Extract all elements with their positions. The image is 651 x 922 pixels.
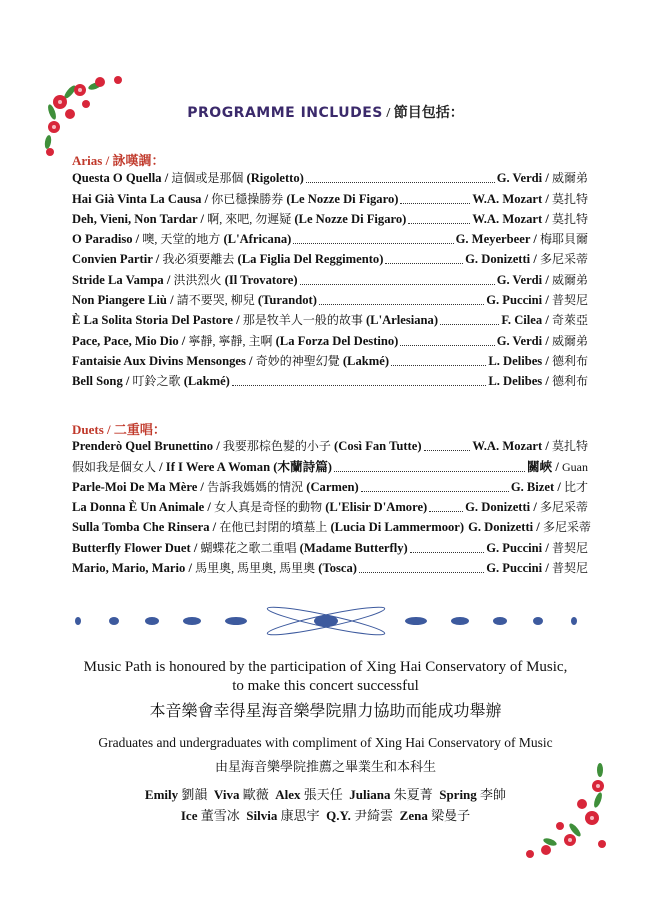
piece-name-zh: 啊, 來吧, 勿遲疑	[207, 211, 292, 226]
acknowledgement	[0, 658, 651, 696]
composer-name-zh: 梅耶貝爾	[539, 232, 588, 247]
divider-dot	[225, 617, 247, 625]
piece-name-zh: 洪洪烈火	[173, 272, 222, 287]
divider-dot	[451, 617, 469, 625]
composer-name-zh: 多尼采蒂	[542, 520, 591, 535]
divider-dot	[405, 617, 427, 625]
opera-name: (Carmen)	[303, 479, 359, 494]
piece-name: Parle-Moi De Ma Mère /	[72, 479, 208, 494]
piece-name: Bell Song /	[72, 374, 133, 389]
performers-row-2	[0, 805, 651, 824]
composer	[488, 374, 588, 389]
performer-name-zh: 李帥	[480, 787, 507, 802]
ornamental-divider	[70, 596, 582, 646]
performer-name-zh: 董雪冰	[200, 808, 240, 823]
duets-item	[72, 515, 591, 535]
performer-name: Viva	[213, 787, 240, 802]
performer-name-zh: 劉韻	[181, 787, 208, 802]
composer	[511, 480, 588, 495]
composer-name: 關峽 /	[527, 459, 562, 474]
piece-title	[72, 313, 438, 328]
piece-name: Sulla Tomba Che Rinsera /	[72, 520, 220, 535]
acknowledgement-zh: 本音樂會幸得星海音樂學院鼎力協助而能成功舉辦	[149, 703, 502, 720]
piece-name: Questa O Quella /	[72, 171, 172, 186]
piece-name-zh: 奇妙的神聖幻覺	[255, 353, 340, 368]
composer-name: F. Cilea /	[501, 313, 552, 328]
composer-name: G. Verdi /	[496, 171, 552, 186]
performer	[349, 787, 432, 802]
dot-leader	[400, 344, 494, 346]
composer-name-zh: Guan	[562, 459, 588, 474]
piece-name-zh: 蝴蝶花之歌二重唱	[200, 540, 297, 555]
performer	[181, 808, 240, 823]
performer-name: Zena	[399, 808, 428, 823]
composer	[456, 232, 588, 247]
piece-title	[72, 212, 406, 227]
performer-name: Alex	[275, 787, 301, 802]
piece-name-zh: 我必須要離去	[162, 252, 235, 267]
performer	[275, 787, 343, 802]
piece-title	[72, 500, 427, 515]
dot-leader	[400, 202, 470, 204]
arias-item	[72, 328, 588, 348]
composer-name: L. Delibes /	[488, 353, 552, 368]
piece-name-zh: 假如我是個女人	[72, 459, 157, 474]
dot-leader	[440, 323, 499, 325]
duets-item	[72, 475, 588, 495]
composer-name: G. Bizet /	[510, 479, 564, 494]
piece-name-zh: 你已穩操勝券	[211, 191, 284, 206]
duets-item	[72, 535, 588, 555]
composer-name-zh: 多尼采蒂	[539, 500, 588, 515]
composer-name: L. Delibes /	[488, 374, 552, 389]
performer-name: Juliana	[349, 787, 391, 802]
opera-name: (Tosca)	[315, 561, 357, 576]
piece-name-zh: 告訴我媽媽的情況	[207, 479, 304, 494]
composer	[497, 334, 588, 349]
opera-name: (Turandot)	[254, 293, 317, 308]
performer-name-zh: 康思宇	[280, 808, 320, 823]
composer	[472, 192, 588, 207]
composer-name: W.A. Mozart /	[472, 211, 552, 226]
opera-name: (L'Arlesiana)	[362, 313, 439, 328]
acknowledgement-line1: Music Path is honoured by the participation of Xing Hai Conservatory of Music,	[83, 659, 568, 675]
composer-name: W.A. Mozart /	[472, 191, 552, 206]
programme-title-zh: / 節目包括：	[382, 106, 464, 121]
piece-name-zh: 我要那棕色髮的小子	[222, 439, 331, 454]
piece-name-zh: 那是牧羊人一般的故事	[242, 313, 363, 328]
performer-name-zh: 歐薇	[242, 787, 269, 802]
composer	[497, 273, 588, 288]
arias-item	[72, 369, 588, 389]
arias-item	[72, 308, 588, 328]
piece-name: Mario, Mario, Mario /	[72, 561, 196, 576]
piece-title	[72, 561, 357, 576]
arias-section-label: Arias / 詠嘆調：	[72, 153, 165, 168]
arias-item	[72, 186, 588, 206]
arias-item	[72, 207, 588, 227]
composer-name: G. Puccini /	[486, 561, 552, 576]
piece-title	[72, 520, 464, 535]
composer-name-zh: 奇萊亞	[551, 313, 588, 328]
piece-name: Convien Partir /	[72, 252, 163, 267]
composer-name: G. Puccini /	[486, 540, 552, 555]
piece-name-zh: 在他已封閉的墳墓上	[219, 520, 328, 535]
dot-leader	[410, 551, 484, 553]
piece-name-zh: 叮鈴之歌	[132, 374, 181, 389]
opera-name: (Così Fan Tutte)	[330, 439, 422, 454]
piece-title	[72, 541, 408, 556]
composer	[488, 354, 588, 369]
composer-name-zh: 莫扎特	[551, 191, 588, 206]
piece-title	[72, 273, 298, 288]
composer-name-zh: 莫扎特	[551, 211, 588, 226]
piece-name: Fantaisie Aux Divins Mensonges /	[72, 353, 256, 368]
dot-leader	[334, 470, 525, 472]
opera-name: (Il Trovatore)	[221, 272, 298, 287]
performer-name-zh: 朱夏菁	[393, 787, 433, 802]
composer-name-zh: 普契尼	[551, 293, 588, 308]
performer-name: Silvia	[246, 808, 278, 823]
divider-dot	[571, 617, 577, 625]
composer-name-zh: 普契尼	[551, 561, 588, 576]
opera-name: (Lucia Di Lammermoor)	[327, 520, 465, 535]
composer-name: G. Meyerbeer /	[455, 232, 540, 247]
dot-leader	[319, 303, 484, 305]
performer-name: Emily	[144, 787, 179, 802]
opera-name: (Le Nozze Di Figaro)	[283, 191, 399, 206]
composer	[465, 252, 588, 267]
composer	[472, 439, 588, 454]
dot-leader	[391, 364, 486, 366]
composer-name: G. Verdi /	[496, 272, 552, 287]
duets-item	[72, 434, 588, 454]
piece-name-zh: 請不要哭, 柳兒	[176, 293, 255, 308]
piece-name: La Donna È Un Animale /	[72, 500, 215, 515]
composer-name-zh: 威爾弟	[551, 333, 588, 348]
acknowledgement-line2: to make this concert successful	[232, 678, 419, 694]
programme-heading	[0, 102, 651, 122]
piece-title	[72, 480, 359, 495]
composer-name: G. Verdi /	[496, 333, 552, 348]
piece-name: Prenderò Quel Brunettino /	[72, 439, 223, 454]
divider-dot	[533, 617, 543, 625]
composer	[497, 171, 588, 186]
performers-row-1	[0, 784, 651, 803]
composer-name: W.A. Mozart /	[472, 439, 552, 454]
dot-leader	[424, 449, 471, 451]
duets-item	[72, 495, 588, 515]
opera-name: (Le Nozze Di Figaro)	[291, 211, 407, 226]
performer	[145, 787, 208, 802]
composer-name: G. Donizetti /	[465, 252, 540, 267]
piece-name: Deh, Vieni, Non Tardar /	[72, 211, 208, 226]
performer	[326, 808, 393, 823]
dot-leader	[232, 384, 486, 386]
composer-name: G. Donizetti /	[468, 520, 543, 535]
composer-name-zh: 普契尼	[551, 540, 588, 555]
composer-name-zh: 莫扎特	[551, 439, 588, 454]
divider-dot	[109, 617, 119, 625]
opera-name: (Lakmé)	[339, 353, 390, 368]
piece-name-zh: 寧靜, 寧靜, 主啊	[188, 333, 273, 348]
opera-name: (Lakmé)	[180, 374, 230, 389]
arias-item	[72, 267, 588, 287]
piece-title	[72, 293, 317, 308]
arias-item	[72, 349, 588, 369]
piece-name: Non Piangere Liù /	[72, 293, 177, 308]
composer-name-zh: 比才	[563, 479, 588, 494]
opera-name: (Madame Butterfly)	[296, 540, 408, 555]
composer-name-zh: 多尼采蒂	[539, 252, 588, 267]
opera-name: (L'Elisir D'Amore)	[322, 500, 428, 515]
opera-name: (La Forza Del Destino)	[272, 333, 399, 348]
composer-name-zh: 威爾弟	[551, 171, 588, 186]
arias-item	[72, 227, 588, 247]
composer	[501, 313, 588, 328]
piece-name-zh: 女人真是奇怪的動物	[214, 500, 323, 515]
duets-list	[72, 434, 591, 576]
dot-leader	[300, 283, 495, 285]
graduates-line: Graduates and undergraduates with compliment of Xing Hai Conservatory of Music	[98, 735, 553, 750]
piece-name: Pace, Pace, Mio Dio /	[72, 333, 189, 348]
dot-leader	[359, 571, 484, 573]
piece-title	[72, 460, 332, 475]
piece-name-zh: 馬里奧, 馬里奧, 馬里奧	[195, 561, 316, 576]
opera-name: (La Figlia Del Reggimento)	[234, 252, 384, 267]
duets-item	[72, 556, 588, 576]
composer	[486, 541, 588, 556]
composer-name-zh: 德利布	[551, 374, 588, 389]
composer	[486, 293, 588, 308]
performer-name: Q.Y.	[326, 808, 351, 823]
piece-title	[72, 354, 389, 369]
performer-name-zh: 張天任	[303, 787, 343, 802]
composer	[468, 520, 591, 535]
dot-leader	[385, 262, 463, 264]
performer-name-zh: 梁曼子	[431, 808, 471, 823]
arias-item	[72, 166, 588, 186]
arias-list	[72, 166, 588, 389]
composer	[527, 460, 588, 475]
composer	[465, 500, 588, 515]
programme-title: PROGRAMME INCLUDES	[187, 105, 383, 121]
duets-item	[72, 454, 588, 474]
performer-name: Spring	[439, 787, 477, 802]
dot-leader	[408, 222, 470, 224]
divider-dot	[145, 617, 159, 625]
opera-name: (L'Africana)	[220, 232, 292, 247]
composer-name-zh: 威爾弟	[551, 272, 588, 287]
composer-name: G. Donizetti /	[465, 500, 540, 515]
dot-leader	[361, 490, 509, 492]
piece-title	[72, 252, 383, 267]
composer-name-zh: 德利布	[551, 353, 588, 368]
composer-name: G. Puccini /	[486, 293, 552, 308]
piece-name: Butterfly Flower Duet /	[72, 540, 201, 555]
divider-dot	[183, 617, 201, 625]
dot-leader	[293, 242, 453, 244]
opera-name: (Rigoletto)	[243, 171, 304, 186]
performer	[400, 808, 470, 823]
divider-dot	[493, 617, 507, 625]
piece-name-zh: 這個或是那個	[171, 171, 244, 186]
opera-name: / If I Were A Woman (木蘭詩篇)	[156, 459, 332, 474]
piece-title	[72, 439, 422, 454]
composer	[486, 561, 588, 576]
performer-name-zh: 尹綺雲	[354, 808, 394, 823]
piece-name: È La Solita Storia Del Pastore /	[72, 313, 243, 328]
performer-name: Ice	[180, 808, 198, 823]
dot-leader	[429, 510, 463, 512]
performer	[246, 808, 319, 823]
dot-leader	[306, 181, 495, 183]
divider-dot	[75, 617, 81, 625]
piece-title	[72, 334, 398, 349]
piece-title	[72, 374, 230, 389]
performer	[214, 787, 269, 802]
duets-section-label: Duets / 二重唱：	[72, 422, 166, 437]
piece-name: O Paradiso /	[72, 232, 143, 247]
piece-title	[72, 192, 398, 207]
piece-title	[72, 232, 291, 247]
piece-title	[72, 171, 304, 186]
piece-name: Hai Già Vinta La Causa /	[72, 191, 212, 206]
arias-item	[72, 288, 588, 308]
graduates-line-zh: 由星海音樂學院推薦之畢業生和本科生	[214, 759, 436, 774]
arias-item	[72, 247, 588, 267]
piece-name-zh: 噢, 天堂的地方	[142, 232, 221, 247]
performer	[439, 787, 506, 802]
composer	[472, 212, 588, 227]
piece-name: Stride La Vampa /	[72, 272, 174, 287]
